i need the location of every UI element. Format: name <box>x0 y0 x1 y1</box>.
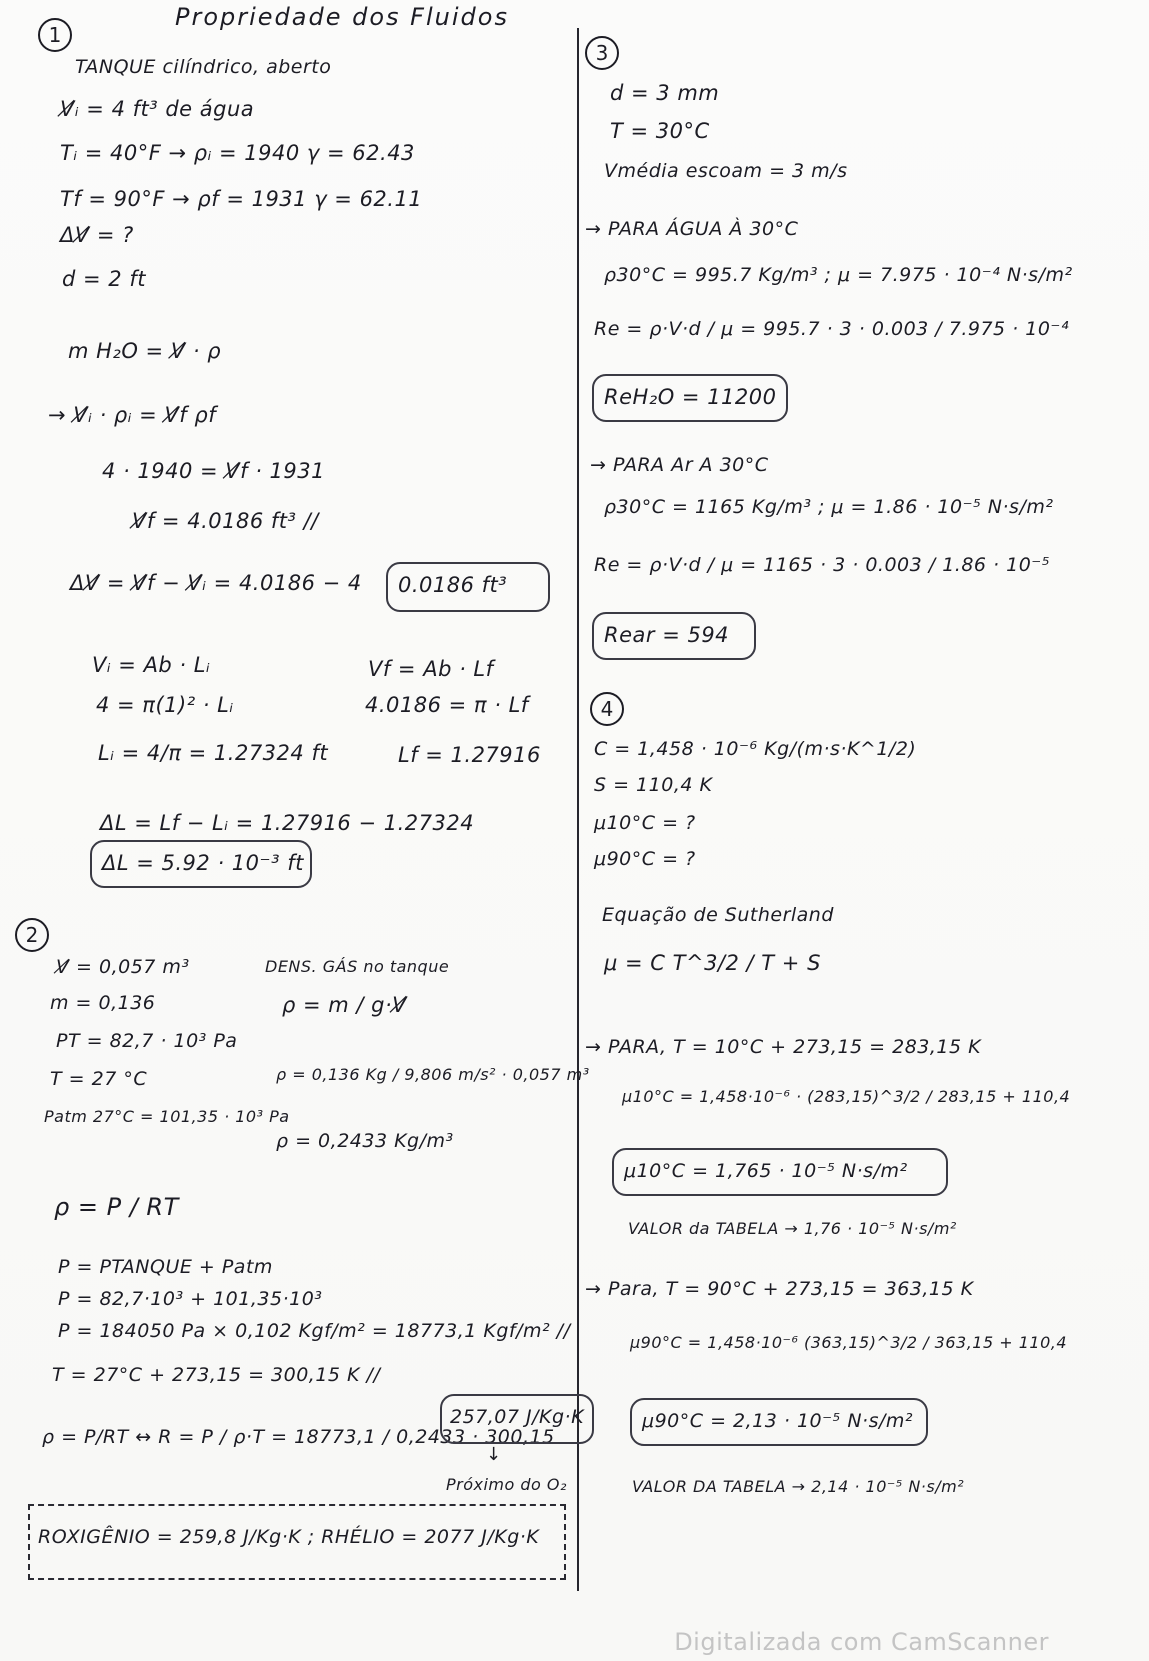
p4-line-6: → PARA, T = 10°C + 273,15 = 283,15 K <box>585 1036 982 1058</box>
p1-line-1: V̸ᵢ = 4 ft³ de água <box>60 97 255 121</box>
p4-line-3: μ90°C = ? <box>594 848 696 870</box>
p2-line-16: Próximo do O₂ <box>446 1475 567 1494</box>
p2-line-7: Patm 27°C = 101,35 · 10³ Pa <box>44 1107 290 1126</box>
p4-line-7: μ10°C = 1,458·10⁻⁶ · (283,15)^3/2 / 283,15 + 110,4 <box>622 1087 1071 1106</box>
p2-line-11: P = 82,7·10³ + 101,35·10³ <box>58 1288 323 1310</box>
p4-line-4: Equação de Sutherland <box>602 904 834 926</box>
p4-line-1: S = 110,4 K <box>594 774 713 796</box>
p1-line-12: Vᵢ = Ab · Lᵢ <box>92 653 211 677</box>
p4-line-8: μ10°C = 1,765 · 10⁻⁵ N·s/m² <box>624 1160 908 1182</box>
p1-line-14: 4 = π(1)² · Lᵢ <box>96 693 234 717</box>
p2-line-15: 257,07 J/Kg·K <box>450 1406 585 1428</box>
down-arrow-icon: ↓ <box>486 1444 502 1465</box>
p2-line-9: ρ = P / RT <box>54 1193 179 1221</box>
p1-line-16: Lᵢ = 4/π = 1.27324 ft <box>98 741 329 765</box>
camscanner-watermark: Digitalizada com CamScanner <box>674 1628 1049 1656</box>
p3-line-7: → PARA Ar A 30°C <box>590 454 769 476</box>
p1-line-5: d = 2 ft <box>62 267 146 291</box>
p3-line-0: d = 3 mm <box>610 81 720 105</box>
p1-line-7: → V̸ᵢ · ρᵢ = V̸f ρf <box>48 403 217 427</box>
p2-line-13: T = 27°C + 273,15 = 300,15 K // <box>52 1364 381 1386</box>
p4-line-12: μ90°C = 2,13 · 10⁻⁵ N·s/m² <box>642 1410 913 1432</box>
p1-line-9: V̸f = 4.0186 ft³ // <box>132 509 319 533</box>
p3-line-9: Re = ρ·V·d / μ = 1165 · 3 · 0.003 / 1.86 · 10⁻⁵ <box>594 554 1050 576</box>
p1-line-10: ΔV̸ = V̸f − V̸ᵢ = 4.0186 − 4 <box>70 571 362 595</box>
p1-line-17: Lf = 1.27916 <box>398 743 541 767</box>
p3-line-1: T = 30°C <box>610 119 710 143</box>
p2-line-0: V̸ = 0,057 m³ <box>56 956 190 978</box>
p1-line-11: 0.0186 ft³ <box>398 573 508 597</box>
p3-line-5: Re = ρ·V·d / μ = 995.7 · 3 · 0.003 / 7.975 · 10⁻⁴ <box>594 318 1070 340</box>
p4-line-0: C = 1,458 · 10⁻⁶ Kg/(m·s·K^1/2) <box>594 738 917 760</box>
p1-line-0: TANQUE cilíndrico, aberto <box>75 56 332 78</box>
p2-line-2: m = 0,136 <box>50 992 156 1014</box>
p4-line-9: VALOR da TABELA → 1,76 · 10⁻⁵ N·s/m² <box>628 1219 957 1238</box>
p2-line-14: ρ = P/RT ↔ R = P / ρ·T = 18773,1 / 0,2433 · 300,15 <box>42 1426 555 1448</box>
problem-3-number: 3 <box>585 36 619 70</box>
p4-line-11: μ90°C = 1,458·10⁻⁶ (363,15)^3/2 / 363,15 + 110,4 <box>630 1333 1068 1352</box>
p2-line-3: ρ = m / g·V̸ <box>282 993 408 1017</box>
p1-line-3: Tf = 90°F → ρf = 1931 γ = 62.11 <box>60 187 423 211</box>
p1-line-18: ΔL = Lf − Lᵢ = 1.27916 − 1.27324 <box>100 811 475 835</box>
p3-line-3: → PARA ÁGUA À 30°C <box>585 218 799 240</box>
p4-line-2: μ10°C = ? <box>594 812 696 834</box>
p2-line-1: DENS. GÁS no tanque <box>265 957 450 976</box>
p1-line-13: Vf = Ab · Lf <box>368 657 494 681</box>
p1-line-8: 4 · 1940 = V̸f · 1931 <box>102 459 326 483</box>
column-divider <box>577 28 579 1591</box>
p2-line-5: T = 27 °C <box>50 1068 148 1090</box>
p3-line-6: ReH₂O = 11200 <box>604 385 777 409</box>
p1-line-4: ΔV̸ = ? <box>60 223 134 247</box>
p2-line-12: P = 184050 Pa × 0,102 Kgf/m² = 18773,1 Kgf/m² // <box>58 1320 571 1342</box>
p1-line-2: Tᵢ = 40°F → ρᵢ = 1940 γ = 62.43 <box>60 141 415 165</box>
p2-line-10: P = PTANQUE + Patm <box>58 1256 273 1278</box>
p3-line-8: ρ30°C = 1165 Kg/m³ ; μ = 1.86 · 10⁻⁵ N·s/m² <box>604 496 1054 518</box>
problem-4-number: 4 <box>590 692 624 726</box>
problem-1-number: 1 <box>38 18 72 52</box>
p2-line-17: ROXIGÊNIO = 259,8 J/Kg·K ; RHÉLIO = 2077 J/Kg·K <box>38 1526 540 1548</box>
p3-line-4: ρ30°C = 995.7 Kg/m³ ; μ = 7.975 · 10⁻⁴ N·s/m² <box>604 264 1073 286</box>
p3-line-10: Rear = 594 <box>604 623 730 647</box>
p3-line-2: Vmédia escoam = 3 m/s <box>604 160 848 182</box>
problem-2-number: 2 <box>15 918 49 952</box>
p2-line-4: PT = 82,7 · 10³ Pa <box>56 1030 238 1052</box>
p2-line-6: ρ = 0,136 Kg / 9,806 m/s² · 0,057 m³ <box>276 1065 590 1084</box>
p4-line-5: μ = C T^3/2 / T + S <box>604 951 821 975</box>
p1-line-15: 4.0186 = π · Lf <box>365 693 529 717</box>
p1-line-19: ΔL = 5.92 · 10⁻³ ft <box>102 851 304 875</box>
page-title: Propriedade dos Fluidos <box>175 3 509 31</box>
p2-line-8: ρ = 0,2433 Kg/m³ <box>276 1130 454 1152</box>
p1-line-6: m H₂O = V̸ · ρ <box>68 339 222 363</box>
p4-line-10: → Para, T = 90°C + 273,15 = 363,15 K <box>585 1278 974 1300</box>
p4-line-13: VALOR DA TABELA → 2,14 · 10⁻⁵ N·s/m² <box>632 1477 965 1496</box>
